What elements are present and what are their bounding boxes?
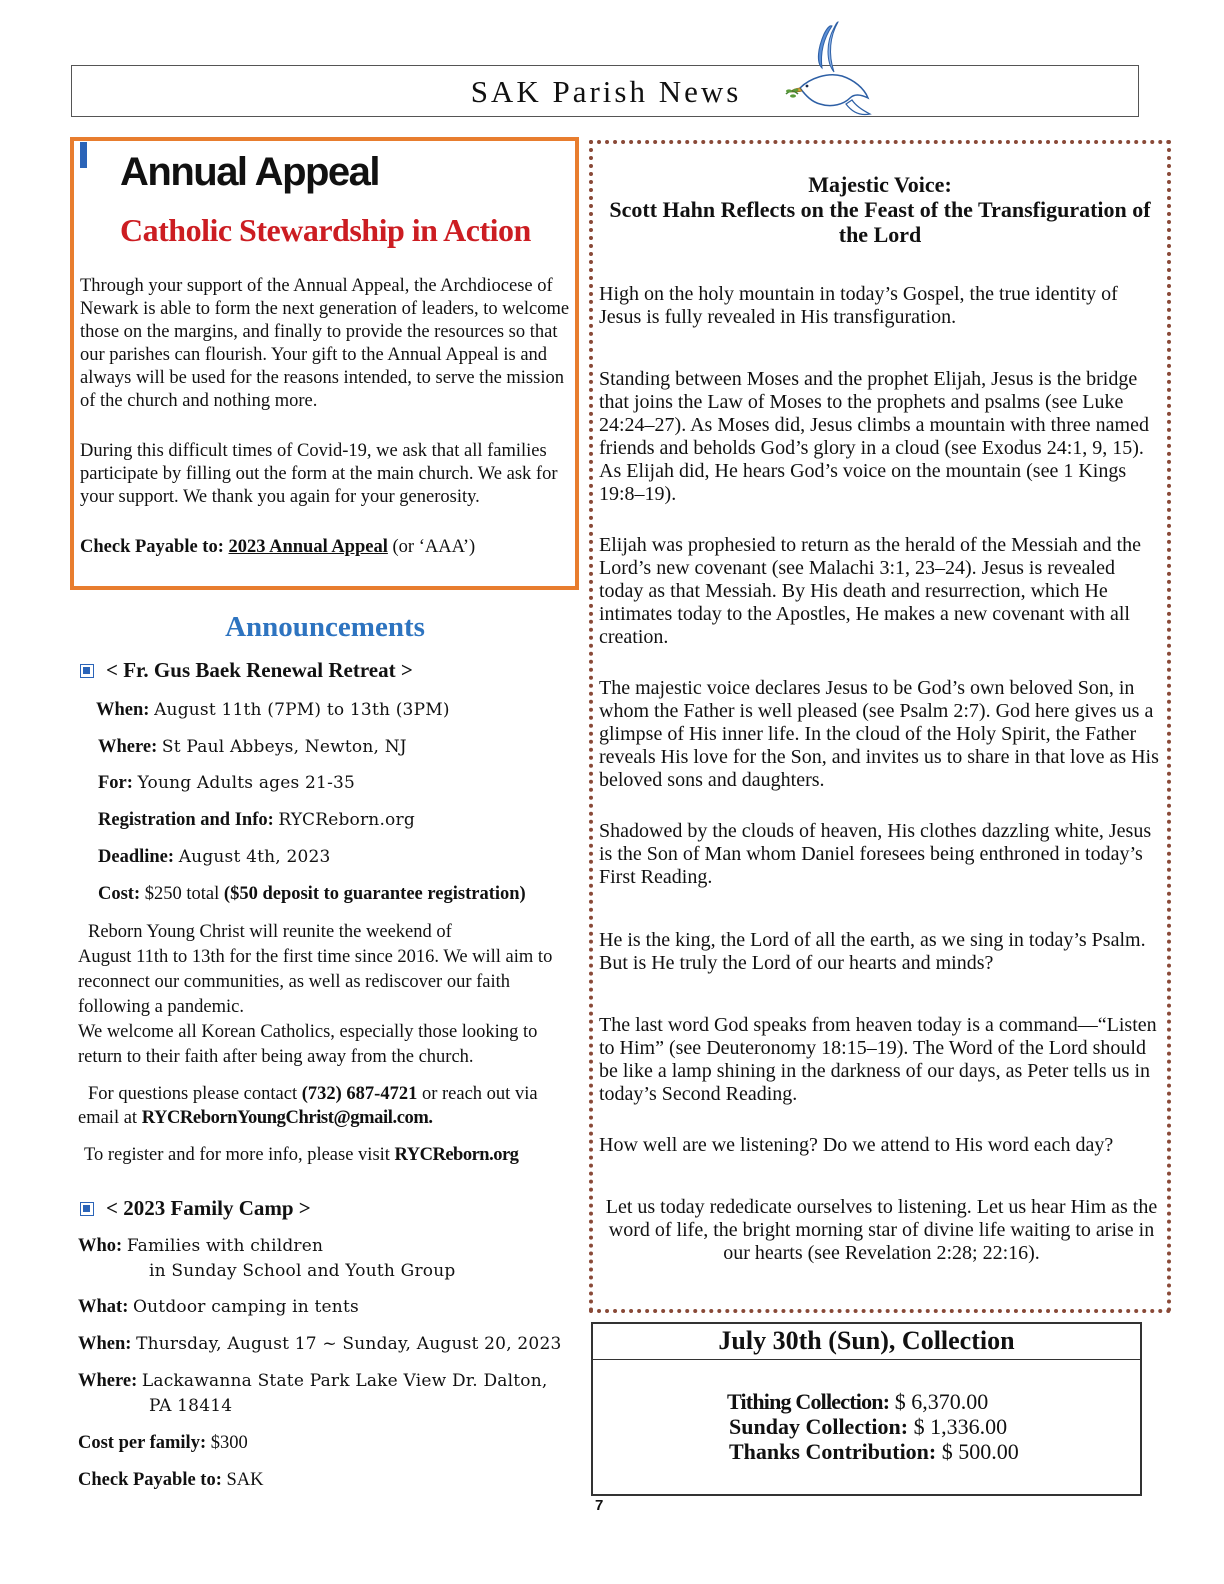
announcements-heading: Announcements bbox=[225, 611, 425, 643]
retreat-cost: Cost: $250 total ($50 deposit to guarantee registration) bbox=[98, 884, 526, 904]
article-paragraph: Elijah was prophesied to return as the herald of the Messiah and the Lord’s new covenant (see Malachi 3:1, 23–24). Jesus is revealed today as that Messiah. By His death and resurrection, which He intimates today to the Apostles, He makes a new covenant with all creation. bbox=[599, 534, 1142, 648]
retreat-for: For: Young Adults ages 21-35 bbox=[98, 773, 356, 793]
appeal-check-payable bbox=[80, 536, 570, 559]
contact-phone: (732) 687-4721 bbox=[301, 1084, 418, 1104]
tithing-collection: Tithing Collection: $ 6,370.00 bbox=[727, 1389, 989, 1414]
contact-email[interactable]: RYCRebornYoungChrist@gmail.com. bbox=[141, 1108, 433, 1128]
retreat-title: < Fr. Gus Baek Renewal Retreat > bbox=[80, 658, 413, 683]
appeal-subtitle: Catholic Stewardship in Action bbox=[120, 212, 531, 248]
check-label: Check Payable to: bbox=[80, 537, 224, 557]
camp-who-continued: in Sunday School and Youth Group bbox=[149, 1261, 456, 1281]
sunday-collection: Sunday Collection: $ 1,336.00 bbox=[729, 1414, 1008, 1439]
dove-icon bbox=[780, 18, 880, 123]
camp-what: What: Outdoor camping in tents bbox=[78, 1297, 359, 1317]
retreat-deadline: Deadline: August 4th, 2023 bbox=[98, 847, 331, 867]
camp-when: When: Thursday, August 17 ~ Sunday, August 20, 2023 bbox=[78, 1334, 562, 1354]
article-closing: Let us today rededicate ourselves to listening. Let us hear Him as the word of life, the bright morning star of divine life waiting to arise in our hearts (see Revelation 2:28; 22:16). bbox=[605, 1196, 1158, 1264]
article-title: Majestic Voice: Scott Hahn Reflects on the Feast of the Transfiguration of the Lord bbox=[609, 172, 1151, 247]
retreat-registration: Registration and Info: RYCReborn.org bbox=[98, 810, 415, 830]
retreat-welcome: We welcome all Korean Catholics, especially those looking to return to their faith after being away from the church. bbox=[78, 1022, 538, 1067]
collection-title: July 30th (Sun), Collection bbox=[593, 1324, 1140, 1360]
check-payee: 2023 Annual Appeal bbox=[228, 537, 388, 557]
article-paragraph: The last word God speaks from heaven today is a command—“Listen to Him” (see Deuteronomy 18:15–19). The Word of the Lord should be like a lamp shining in the darkness of our days, as Peter tells us in today’s Second Reading. bbox=[599, 1014, 1157, 1105]
accent-bar bbox=[80, 142, 87, 168]
camp-cost: Cost per family: $300 bbox=[78, 1433, 248, 1453]
article-paragraph: How well are we listening? Do we attend to His word each day? bbox=[599, 1134, 1114, 1156]
article-paragraph: High on the holy mountain in today’s Gospel, the true identity of Jesus is fully revealed in His transfiguration. bbox=[599, 283, 1118, 328]
camp-where-continued: PA 18414 bbox=[149, 1396, 233, 1416]
article-paragraph: Shadowed by the clouds of heaven, His clothes dazzling white, Jesus is the Son of Man whom Daniel foresees being enthroned in today’s First Reading. bbox=[599, 820, 1152, 888]
article-paragraph: Standing between Moses and the prophet Elijah, Jesus is the bridge that joins the Law of Moses to the prophets and psalms (see Luke 24:24–27). As Moses did, Jesus climbs a mountain with three named friends and beholds God’s glory in a cloud (see Exodus 24:1, 9, 15). As Elijah did, He hears God’s voice on the mountain (see 1 Kings 19:8–19). bbox=[599, 368, 1149, 505]
camp-where: Where: Lackawanna State Park Lake View Dr. Dalton, bbox=[78, 1371, 548, 1391]
checkbox-icon bbox=[80, 664, 94, 678]
retreat-when: When: August 11th (7PM) to 13th (3PM) bbox=[96, 700, 450, 720]
newsletter-header bbox=[71, 65, 1139, 117]
register-link[interactable]: RYCReborn.org bbox=[394, 1145, 519, 1165]
appeal-title: Annual Appeal bbox=[120, 150, 380, 194]
camp-check-payable: Check Payable to: SAK bbox=[78, 1470, 264, 1490]
camp-who: Who: Families with children bbox=[78, 1236, 324, 1256]
appeal-paragraph: During this difficult times of Covid-19, we ask that all families participate by filling out the form at the main church. We ask for your support. We thank you again for your generosity. bbox=[80, 441, 558, 507]
retreat-register: To register and for more info, please visit RYCReborn.org bbox=[84, 1145, 519, 1165]
retreat-description: August 11th to 13th for the first time since 2016. We will aim to reconnect our communities, as well as rediscover our faith following a pandemic. bbox=[78, 947, 553, 1017]
appeal-paragraph: Through your support of the Annual Appeal, the Archdiocese of Newark is able to form the next generation of leaders, to welcome those on the margins, and finally to provide the resources so that our parishes can flourish. Your gift to the Annual Appeal is and always will be used for the reasons intended, to serve the mission of the church and nothing more. bbox=[80, 276, 570, 411]
newsletter-title: SAK Parish News bbox=[470, 74, 742, 109]
article-paragraph: He is the king, the Lord of all the earth, as we sing in today’s Psalm. But is He truly the Lord of our hearts and minds? bbox=[599, 929, 1146, 974]
retreat-contact: For questions please contact (732) 687-4721 or reach out via email at RYCRebornYoungChrist@gmail.com. bbox=[78, 1084, 538, 1128]
checkbox-icon bbox=[80, 1202, 94, 1216]
camp-title: < 2023 Family Camp > bbox=[80, 1196, 311, 1221]
article-paragraph: The majestic voice declares Jesus to be God’s own beloved Son, in whom the Father is well pleased (see Psalm 2:7). God here gives us a glimpse of His inner life. In the cloud of the Holy Spirit, the Father reveals His love for the Son, and invites us to share in that love as His beloved sons and daughters. bbox=[599, 677, 1159, 791]
thanks-contribution: Thanks Contribution: $ 500.00 bbox=[729, 1439, 1019, 1464]
retreat-description-first-line: Reborn Young Christ will reunite the weekend of bbox=[88, 922, 452, 942]
check-alias: (or ‘AAA’) bbox=[392, 537, 476, 557]
retreat-where: Where: St Paul Abbeys, Newton, NJ bbox=[98, 737, 407, 757]
page-number: 7 bbox=[595, 1497, 604, 1514]
